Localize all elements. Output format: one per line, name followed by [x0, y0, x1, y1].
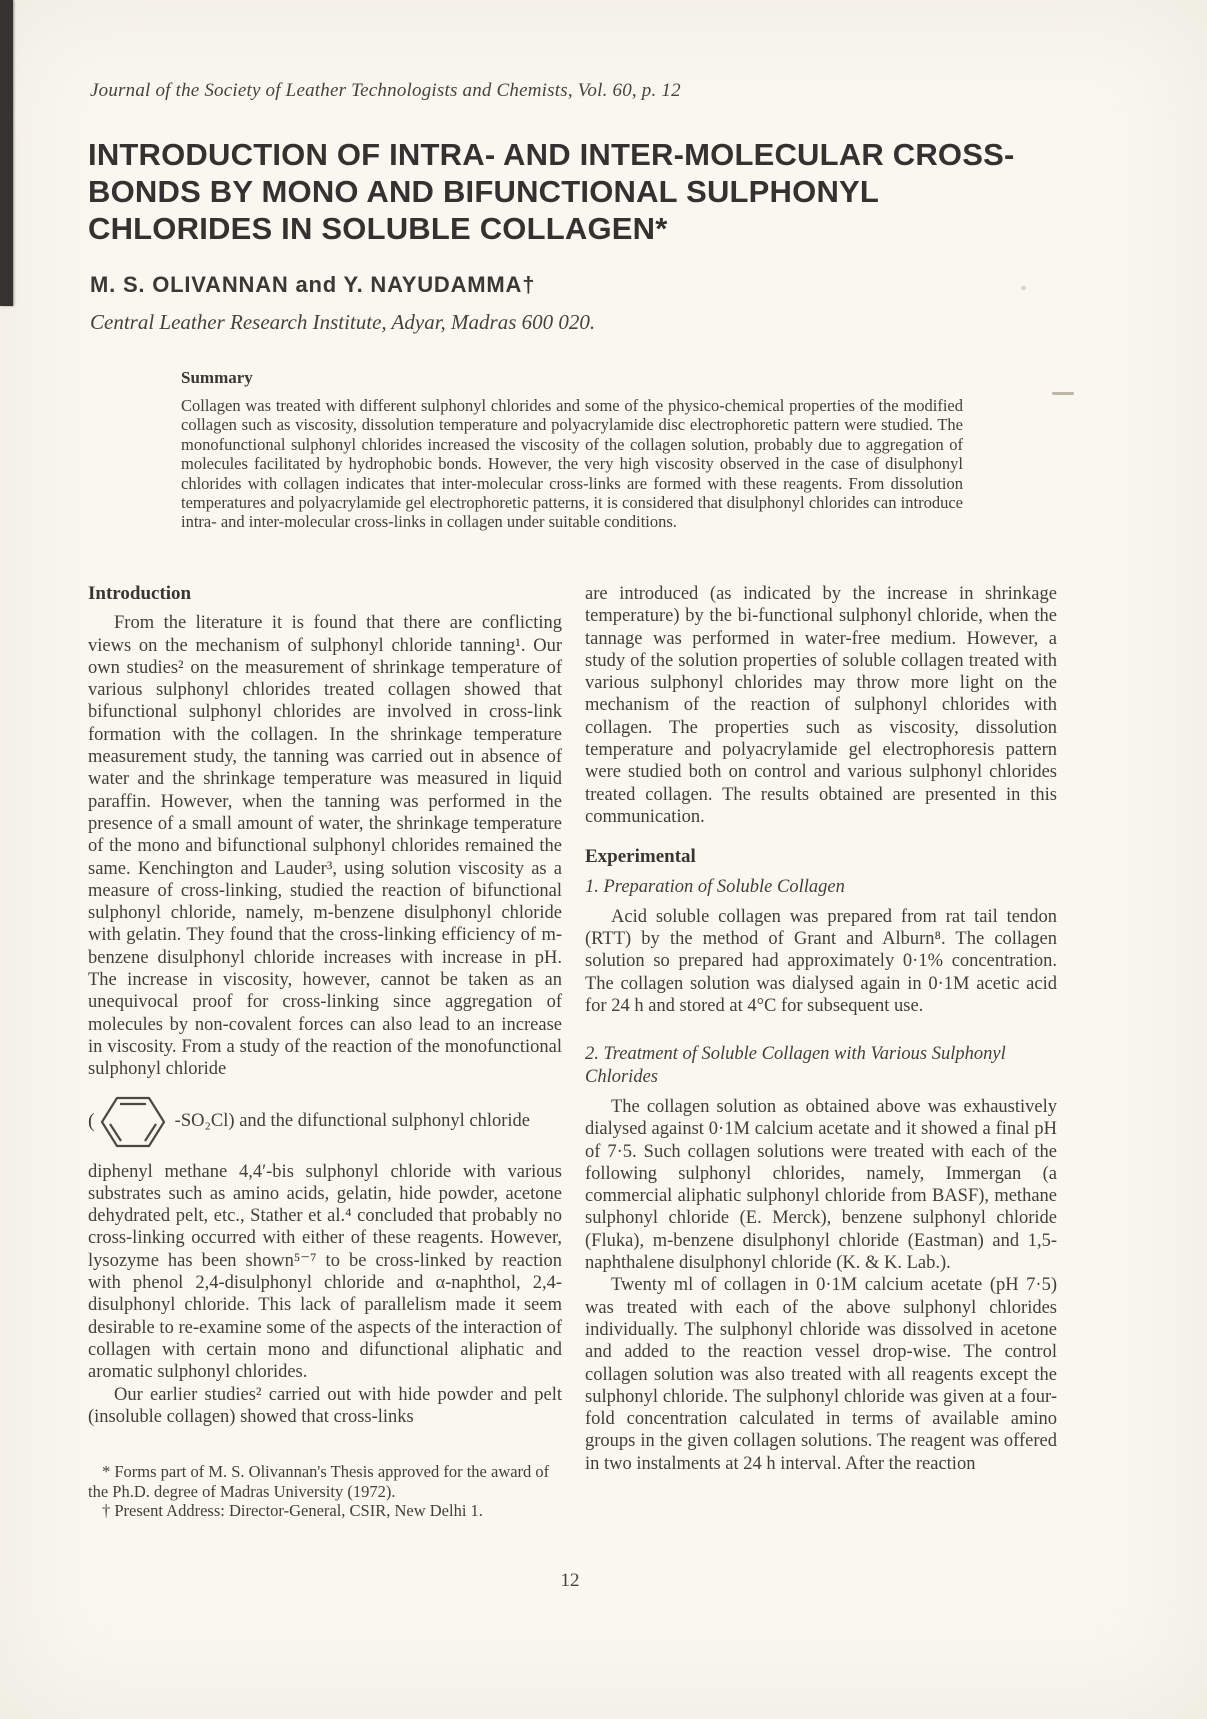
- right-paragraph-1: are introduced (as indicated by the increase in shrinkage temperature) by the bi-functional sulphonyl chloride, when the tannage was performed in water-free medium. However, a study of the solution properties of soluble collagen treated with various sulphonyl chlorides may throw more light on the mechanism of the reaction of sulphonyl chlorides with collagen. The properties such as viscosity, dissolution temperature and polyacrylamide gel electrophoresis pattern were studied both on control and various sulphonyl chlorides treated collagen. The results obtained are presented in this communication.: [585, 584, 1057, 827]
- paper-title-line-3: CHLORIDES IN SOLUBLE COLLAGEN*: [88, 211, 668, 246]
- introduction-heading: Introduction: [88, 583, 192, 604]
- left-column: [88, 583, 562, 1521]
- summary-body: Collagen was treated with different sulphonyl chlorides and some of the physico-chemical properties of the modified collagen such as viscosity, dissolution temperature and polyacrylamide disc electrophoretic pattern were studied. The monofunctional sulphonyl chlorides increased the viscosity of the collagen solution, probably due to aggregation of molecules facilitated by hydrophobic bonds. However, the very high viscosity observed in the case of disulphonyl chlorides with collagen indicates that inter-molecular cross-links are formed with these reagents. From dissolution temperatures and polyacrylamide gel electrophoretic patterns, it is considered that disulphonyl chlorides can introduce intra- and inter-molecular cross-links in collagen under suitable conditions.: [181, 396, 963, 532]
- formula-text: -SO₂Cl) and the difunctional sulphonyl chloride: [174, 1111, 530, 1132]
- journal-citation-line: Journal of the Society of Leather Technologists and Chemists, Vol. 60, p. 12: [90, 80, 681, 101]
- summary-heading: Summary: [181, 368, 253, 387]
- experimental-paragraph-1: Acid soluble collagen was prepared from rat tail tendon (RTT) by the method of Grant and Alburn⁸. The collagen solution so prepared had approximately 0·1% concentration. The collagen solution was dialysed again in 0·1M acetic acid for 24 h and stored at 4°C for subsequent use.: [585, 906, 1057, 1017]
- benzene-formula-line: [88, 1093, 562, 1151]
- formula-open-paren: (: [88, 1110, 95, 1133]
- subsection-2-heading: 2. Treatment of Soluble Collagen with Various Sulphonyl Chlorides: [585, 1044, 1006, 1087]
- footnotes-block: [88, 1462, 562, 1521]
- introduction-paragraph-3: Our earlier studies² carried out with hide powder and pelt (insoluble collagen) showed that cross-links: [88, 1384, 562, 1427]
- scan-dash-artifact: [1052, 392, 1074, 395]
- paper-title: [88, 136, 1068, 247]
- footnote-thesis: * Forms part of M. S. Olivannan's Thesis approved for the award of the Ph.D. degree of Madras University (1972).: [88, 1462, 550, 1501]
- page-number: 12: [560, 1570, 580, 1591]
- subsection-1-heading: 1. Preparation of Soluble Collagen: [585, 876, 845, 897]
- paper-title-line-2: BONDS BY MONO AND BIFUNCTIONAL SULPHONYL: [88, 174, 880, 209]
- scan-edge-artifact: [0, 0, 13, 306]
- authors-line: M. S. OLIVANNAN and Y. NAYUDAMMA†: [90, 272, 536, 297]
- experimental-paragraph-2: The collagen solution as obtained above was exhaustively dialysed against 0·1M calcium acetate and it showed a final pH of 7·5. Such collagen solutions were treated with each of the following sulphonyl chlorides, namely, Immergan (a commercial aliphatic sulphonyl chloride from BASF), methane sulphonyl chloride (E. Merck), benzene sulphonyl chloride (Fluka), m-benzene disulphonyl chloride (Eastman) and 1,5-naphthalene disulphonyl chloride (K. & K. Lab.).: [585, 1096, 1057, 1274]
- introduction-paragraph-2: diphenyl methane 4,4′-bis sulphonyl chloride with various substrates such as amino acids, gelatin, hide powder, acetone dehydrated pelt, etc., Stather et al.⁴ concluded that probably no cross-linking occurred with either of these reagents. However, lysozyme has been shown⁵⁻⁷ to be cross-linked by reaction with phenol 2,4-disulphonyl chloride and α-naphthol, 2,4-disulphonyl chloride. This lack of parallelism made it seem desirable to re-examine some of the aspects of the interaction of collagen with certain mono and difunctional aliphatic and aromatic sulphonyl chlorides.: [88, 1161, 562, 1383]
- right-column: [585, 583, 1057, 1475]
- experimental-heading: Experimental: [585, 846, 696, 868]
- benzene-ring-icon: [99, 1093, 167, 1151]
- footnote-address: † Present Address: Director-General, CSIR, New Delhi 1.: [102, 1501, 483, 1521]
- summary-section: [181, 368, 963, 532]
- affiliation-line: Central Leather Research Institute, Adyar, Madras 600 020.: [90, 310, 596, 334]
- paper-title-line-1: INTRODUCTION OF INTRA- AND INTER-MOLECULAR CROSS-: [88, 137, 1015, 172]
- scan-speck-artifact: [1021, 286, 1026, 290]
- introduction-paragraph-1: From the literature it is found that there are conflicting views on the mechanism of sulphonyl chloride tanning¹. Our own studies² on the measurement of shrinkage temperature of various sulphonyl chlorides treated collagen showed that bifunctional sulphonyl chlorides are involved in cross-link formation with the collagen. In the shrinkage temperature measurement study, the tanning was carried out in absence of water and the shrinkage temperature was measured in liquid paraffin. However, when the tanning was performed in the presence of a small amount of water, the shrinkage temperature of the mono and bifunctional sulphonyl chlorides remained the same. Kenchington and Lauder³, using solution viscosity as a measure of cross-linking, studied the reaction of bifunctional sulphonyl chloride, namely, m-benzene disulphonyl chloride with gelatin. They found that the cross-linking efficiency of m-benzene disulphonyl chloride increases with increase in pH. The increase in viscosity, however, cannot be taken as an unequivocal proof for cross-linking since aggregation of molecules by non-covalent forces can also lead to an increase in viscosity. From a study of the reaction of the monofunctional sulphonyl chloride: [88, 613, 562, 1080]
- experimental-paragraph-3: Twenty ml of collagen in 0·1M calcium acetate (pH 7·5) was treated with each of the above sulphonyl chlorides individually. The sulphonyl chloride was dissolved in acetone and added to the reaction vessel drop-wise. The control collagen solution was also treated with all reagents except the sulphonyl chloride. The sulphonyl chloride was given at a four-fold concentration calculated in terms of available amino groups in the given collagen solutions. The reagent was offered in two instalments at 24 h interval. After the reaction: [585, 1275, 1057, 1474]
